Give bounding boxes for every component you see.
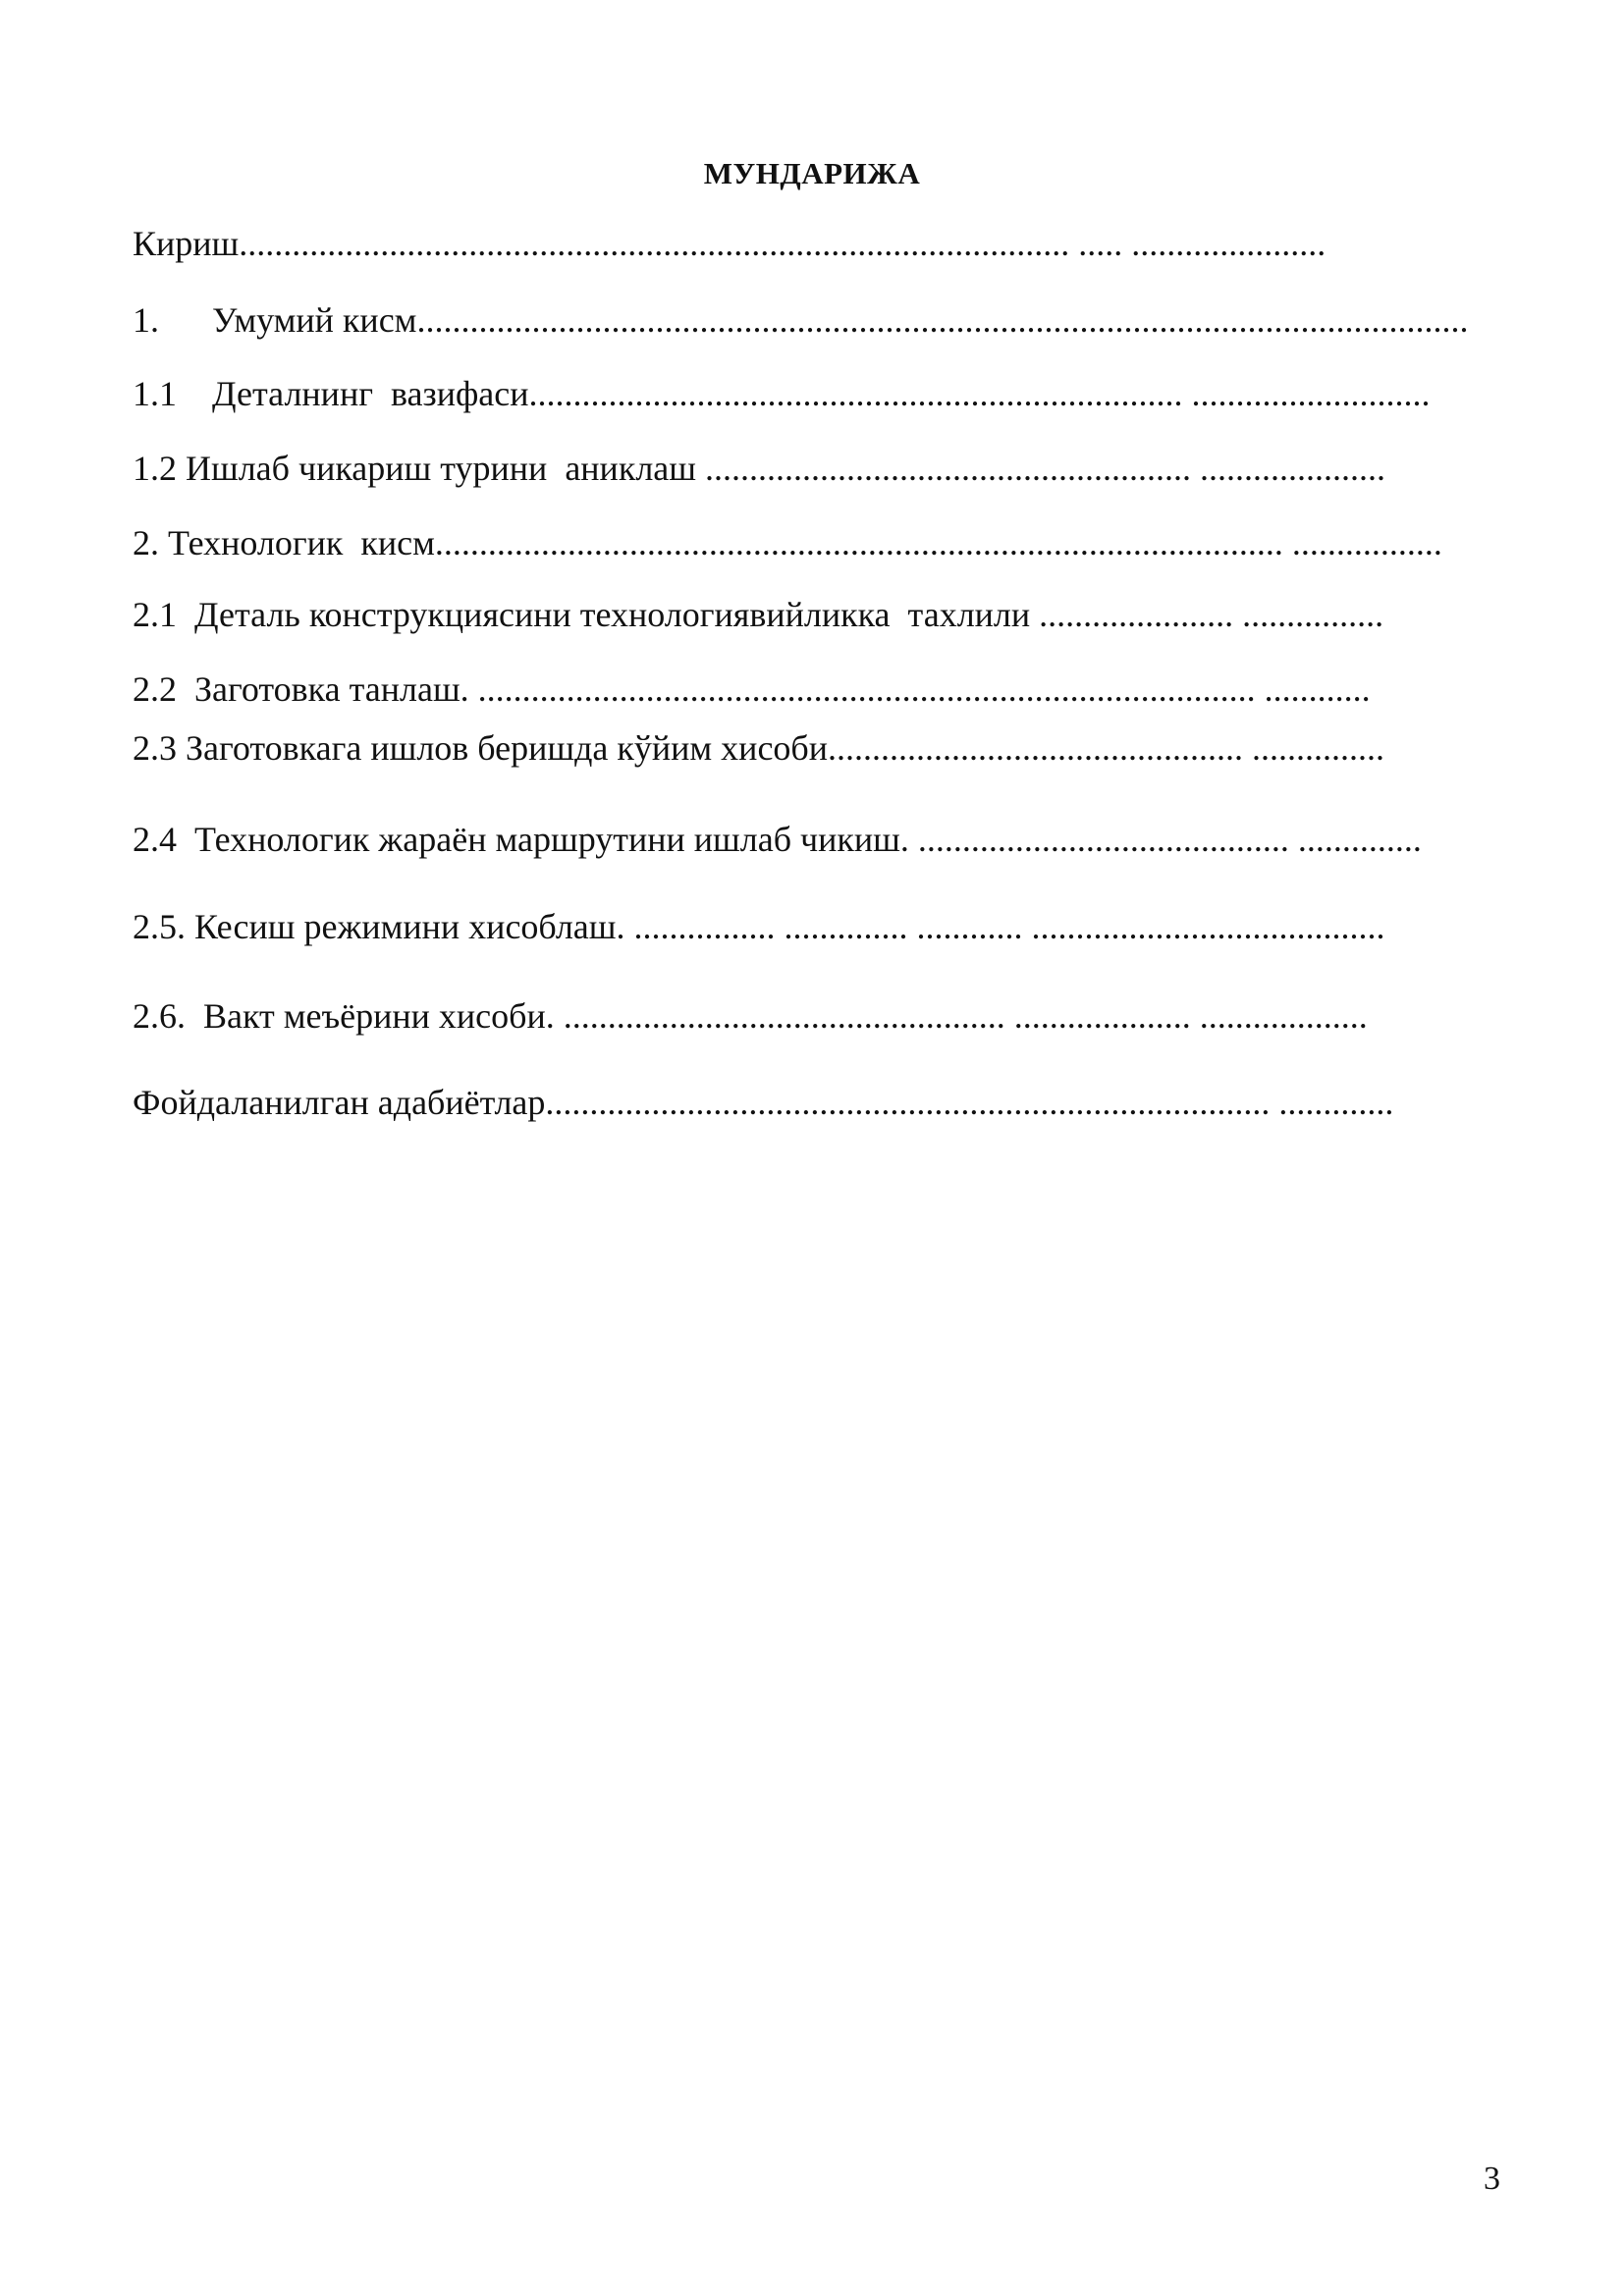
toc-entry-2-2: 2.2 Заготовка танлаш. ........................................................................................ ............ <box>133 669 1371 709</box>
toc-entry-2-5: 2.5. Кесиш режимини хисоблаш. ................ .............. ............ ........................................ <box>133 907 1385 946</box>
toc-entry-2-4: 2.4 Технологик жараён маршрутини ишлаб чикиш. .......................................... .............. <box>133 820 1422 859</box>
page-number: 3 <box>1484 2161 1500 2197</box>
toc-title: МУНДАРИЖА <box>703 156 921 190</box>
toc-entry-2-1: 2.1 Деталь конструкциясини технологиявийликка тахлили ...................... ................ <box>133 595 1384 634</box>
toc-entry-general-part: 1. Умумий кисм....................................................................................................................... <box>133 300 1469 340</box>
toc-entry-1-1: 1.1 Деталнинг вазифаси.......................................................................... ........................... <box>133 374 1431 413</box>
toc-entry-technological-part: 2. Технологик кисм................................................................................................ ................. <box>133 523 1442 562</box>
toc-entry-1-2: 1.2 Ишлаб чикариш турини аниклаш ....................................................... ..................... <box>133 449 1385 488</box>
toc-entry-references: Фойдаланилган адабиётлар.................................................................................. ............. <box>133 1083 1394 1122</box>
toc-entry-2-6: 2.6. Вакт меъёрини хисоби. .................................................. .................... ................... <box>133 996 1368 1036</box>
toc-entry-introduction: Кириш.............................................................................................. ..... ...................... <box>133 224 1326 263</box>
toc-entry-2-3: 2.3 Заготовкага ишлов беришда кўйим хисоби............................................... ............... <box>133 728 1385 768</box>
